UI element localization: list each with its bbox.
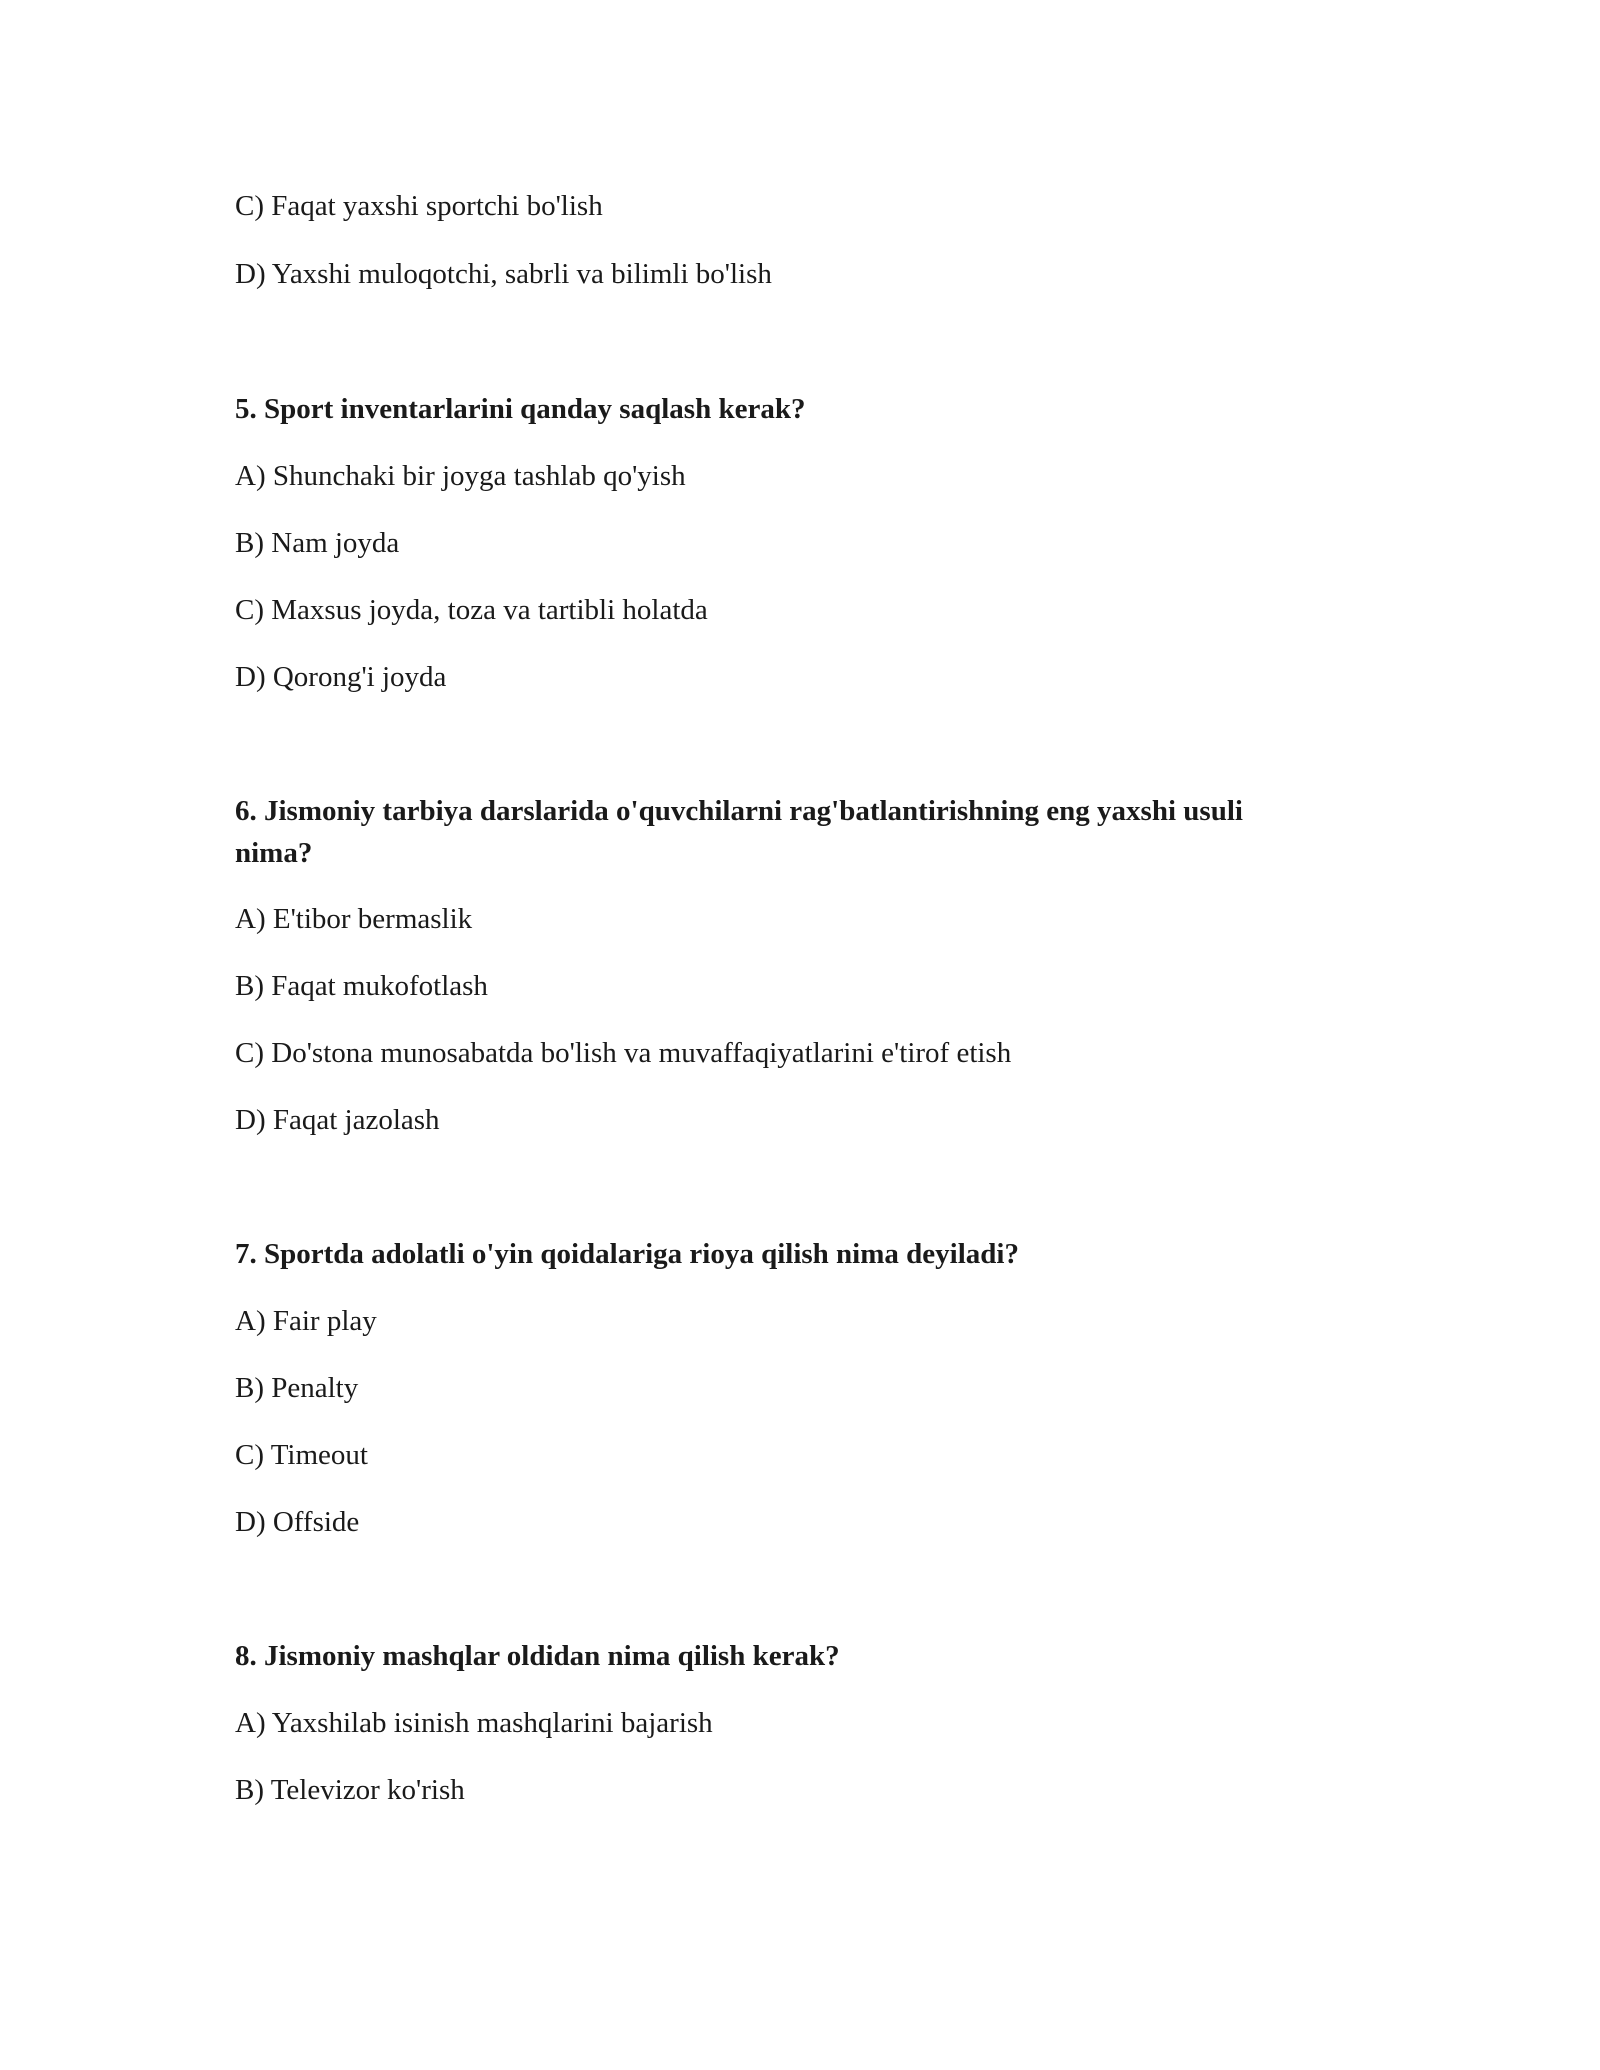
question-title: 6. Jismoniy tarbiya darslarida o'quvchilarni rag'batlantirishning eng yaxshi usuli	[235, 795, 1243, 827]
answer-option: A) Fair play	[235, 1305, 377, 1337]
answer-option: A) Yaxshilab isinish mashqlarini bajarish	[235, 1707, 713, 1739]
answer-option: C) Timeout	[235, 1439, 368, 1471]
answer-option: B) Faqat mukofotlash	[235, 970, 488, 1002]
question-title: 7. Sportda adolatli o'yin qoidalariga rioya qilish nima deyiladi?	[235, 1238, 1019, 1270]
answer-option: D) Faqat jazolash	[235, 1104, 440, 1136]
answer-option: D) Qorong'i joyda	[235, 661, 447, 693]
answer-option: A) E'tibor bermaslik	[235, 903, 473, 935]
answer-option: B) Nam joyda	[235, 527, 400, 559]
question-title: 5. Sport inventarlarini qanday saqlash kerak?	[235, 393, 806, 425]
answer-option: D) Yaxshi muloqotchi, sabrli va bilimli bo'lish	[235, 258, 772, 290]
question-title: 8. Jismoniy mashqlar oldidan nima qilish kerak?	[235, 1640, 840, 1672]
answer-option: A) Shunchaki bir joyga tashlab qo'yish	[235, 460, 686, 492]
answer-option: C) Maxsus joyda, toza va tartibli holatda	[235, 594, 708, 626]
answer-option: C) Faqat yaxshi sportchi bo'lish	[235, 190, 603, 222]
question-title: nima?	[235, 837, 313, 869]
answer-option: C) Do'stona munosabatda bo'lish va muvaffaqiyatlarini e'tirof etish	[235, 1037, 1012, 1069]
answer-option: D) Offside	[235, 1506, 360, 1538]
answer-option: B) Televizor ko'rish	[235, 1774, 465, 1806]
answer-option: B) Penalty	[235, 1372, 359, 1404]
